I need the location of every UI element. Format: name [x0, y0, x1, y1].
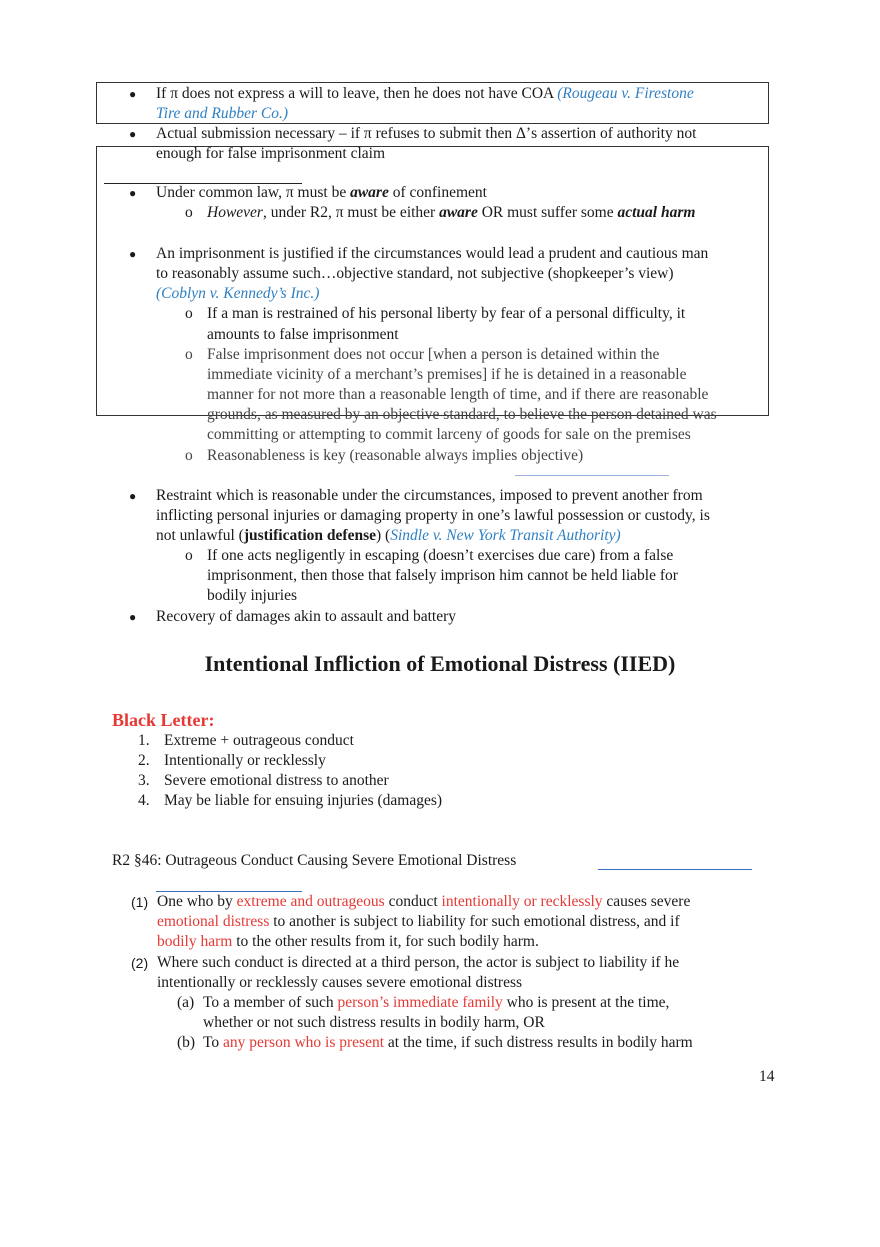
r2-subparagraph: whether or not such distress results in bodily harm, OR — [203, 1014, 545, 1031]
sub-bullet-icon: o — [185, 547, 193, 564]
sub-bullet-icon: o — [185, 204, 193, 221]
sub-bullet-text: If a man is restrained of his personal liberty by fear of a personal difficulty, it — [207, 305, 686, 322]
r2-paragraph: bodily harm to the other results from it, for such bodily harm. — [157, 933, 539, 950]
list-number: 2. — [138, 752, 150, 769]
sub-bullet-text: If one acts negligently in escaping (doesn’t exercises due care) from a false — [207, 547, 674, 564]
list-number: 1. — [138, 732, 150, 749]
r2-paragraph: emotional distress to another is subject to liability for such emotional distress, and if — [157, 913, 680, 930]
bullet-text: Actual submission necessary – if π refuses to submit then Δ’s assertion of authority not — [156, 125, 697, 142]
sub-bullet-text: committing or attempting to commit larceny of goods for sale on the premises — [207, 426, 691, 443]
list-number: 4. — [138, 792, 150, 809]
sub-bullet-text: amounts to false imprisonment — [207, 326, 399, 343]
bullet-text: to reasonably assume such…objective standard, not subjective (shopkeeper’s view) — [156, 265, 674, 282]
list-number: 3. — [138, 772, 150, 789]
page-number: 14 — [759, 1068, 775, 1085]
bullet-text: If π does not express a will to leave, then he does not have COA (Rougeau v. Firestone — [156, 85, 694, 102]
sub-bullet-text: False imprisonment does not occur [when a person is detained within the — [207, 346, 660, 363]
r2-title: R2 §46: Outrageous Conduct Causing Severe Emotional Distress — [112, 852, 517, 869]
r2-paragraph: intentionally or recklessly causes severe emotional distress — [157, 974, 523, 991]
bullet-text: Recovery of damages akin to assault and battery — [156, 608, 456, 625]
list-item: Severe emotional distress to another — [164, 772, 389, 789]
list-item: May be liable for ensuing injuries (damages) — [164, 792, 443, 809]
sub-bullet-text: immediate vicinity of a merchant’s premises] if he is detained in a reasonable — [207, 366, 687, 383]
highlight-underline-1 — [515, 475, 669, 476]
sub-bullet-text: grounds, as measured by an objective standard, to believe the person detained was — [207, 406, 717, 423]
sub-bullet-text: manner for not more than a reasonable length of time, and if there are reasonable — [207, 386, 709, 403]
r2-subparagraph: To any person who is present at the time, if such distress results in bodily harm — [203, 1034, 693, 1051]
sub-bullet-text: Reasonableness is key (reasonable always implies objective) — [207, 447, 584, 464]
bullet-text: inflicting personal injuries or damaging property in one’s lawful possession or custody, is — [156, 507, 710, 524]
bullet-icon: ● — [129, 610, 137, 624]
list-item: Extreme + outrageous conduct — [164, 732, 354, 749]
black-letter-title: Black Letter: — [112, 710, 215, 730]
list-number: (a) — [177, 994, 195, 1011]
bullet-text: Under common law, π must be aware of confinement — [156, 184, 487, 201]
bullet-icon: ● — [129, 489, 137, 503]
sub-bullet-icon: o — [185, 305, 193, 322]
r2-subparagraph: To a member of such person’s immediate family who is present at the time, — [203, 994, 670, 1011]
bullet-text: An imprisonment is justified if the circumstances would lead a prudent and cautious man — [156, 245, 709, 262]
list-item: Intentionally or recklessly — [164, 752, 326, 769]
bullet-text: Restraint which is reasonable under the circumstances, imposed to prevent another from — [156, 487, 703, 504]
sub-bullet-text: However, under R2, π must be either aware OR must suffer some actual harm — [207, 204, 696, 221]
list-number: (1) — [131, 894, 149, 910]
sub-bullet-text: bodily injuries — [207, 587, 297, 604]
r2-paragraph: Where such conduct is directed at a third person, the actor is subject to liability if he — [157, 954, 680, 971]
sub-bullet-icon: o — [185, 346, 193, 363]
bullet-text: not unlawful (justification defense) (Sindle v. New York Transit Authority) — [156, 527, 621, 544]
sub-bullet-text: imprisonment, then those that falsely imprison him cannot be held liable for — [207, 567, 678, 584]
bullet-icon: ● — [129, 186, 137, 200]
highlight-underline-2 — [598, 869, 752, 870]
bullet-icon: ● — [129, 127, 137, 141]
citation: Tire and Rubber Co.) — [156, 105, 289, 122]
bullet-text: enough for false imprisonment claim — [156, 145, 385, 162]
sub-bullet-icon: o — [185, 447, 193, 464]
section-heading: Intentional Infliction of Emotional Distress (IIED) — [204, 651, 676, 676]
bullet-icon: ● — [129, 247, 137, 261]
r2-paragraph: One who by extreme and outrageous conduct intentionally or recklessly causes severe — [157, 893, 691, 910]
list-number: (b) — [177, 1034, 196, 1051]
citation: (Coblyn v. Kennedy’s Inc.) — [156, 285, 320, 302]
list-number: (2) — [131, 955, 149, 971]
bullet-icon: ● — [129, 87, 137, 101]
